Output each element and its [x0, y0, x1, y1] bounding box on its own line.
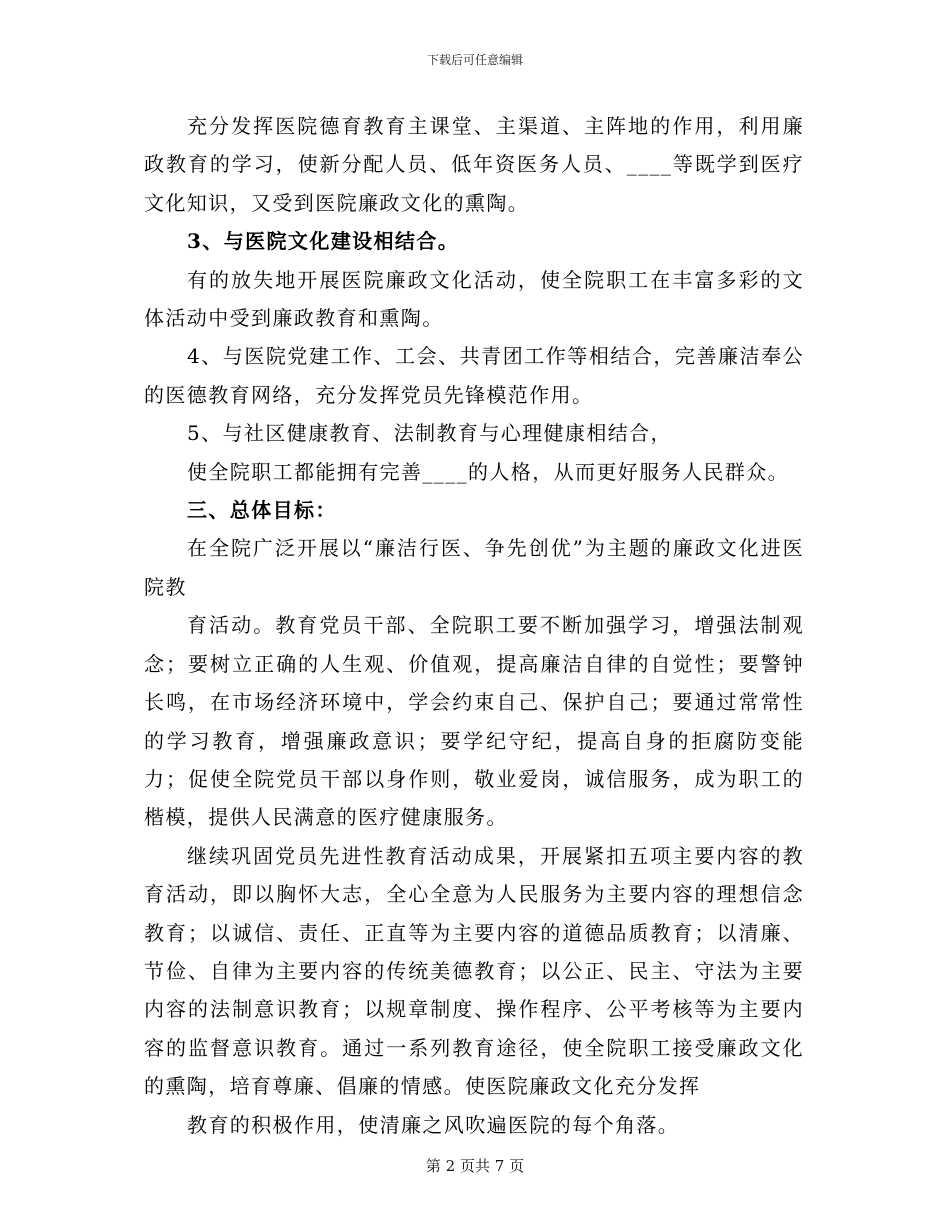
paragraph: 有的放失地开展医院廉政文化活动，使全院职工在丰富多彩的文体活动中受到廉政教育和熏陶。	[144, 267, 804, 331]
list-item-4: 4、与医院党建工作、工会、共青团工作等相结合，完善廉洁奉公的医德教育网络，充分发挥党员先锋模范作用。	[144, 344, 804, 407]
page-footer: 第 2 页共 7 页	[425, 1157, 525, 1175]
paragraph: 在全院广泛开展以“廉洁行医、争先创优”为主题的廉政文化进医院教	[144, 536, 804, 599]
section-heading: 三、总体目标：	[187, 498, 337, 523]
document-body	[144, 107, 804, 1144]
list-item-3: 3、与医院文化建设相结合。	[187, 229, 460, 254]
paragraph: 继续巩固党员先进性教育活动成果，开展紧扣五项主要内容的教育活动，即以胸怀大志，全心全意为人民服务为主要内容的理想信念教育；以诚信、责任、正直等为主要内容的道德品质教育；以清廉、节俭、自律为主要内容的传统美德教育；以公正、民主、守法为主要内容的法制意识教育；以规章制度、操作程序、公平考核等为主要内容的监督意识教育。通过一系列教育途径，使全院职工接受廉政文化的熏陶，培育尊廉、倡廉的情感。使医院廉政文化充分发挥	[144, 843, 804, 1099]
paragraph: 教育的积极作用，使清廉之风吹遍医院的每个角落。	[187, 1112, 680, 1137]
list-item-5: 5、与社区健康教育、法制教育与心理健康相结合，	[187, 421, 672, 446]
page-header: 下载后可任意编辑	[426, 53, 523, 67]
paragraph: 使全院职工都能拥有完善____的人格，从而更好服务人民群众。	[187, 459, 789, 484]
paragraph: 充分发挥医院德育教育主课堂、主渠道、主阵地的作用，利用廉政教育的学习，使新分配人员、低年资医务人员、____等既学到医疗文化知识，又受到医院廉政文化的熏陶。	[144, 114, 804, 215]
paragraph: 育活动。教育党员干部、全院职工要不断加强学习，增强法制观念；要树立正确的人生观、价值观，提高廉洁自律的自觉性；要警钟长鸣，在市场经济环境中，学会约束自己、保护自己；要通过常常性的学习教育，增强廉政意识；要学纪守纪，提高自身的拒腐防变能力；促使全院党员干部以身作则，敬业爱岗，诚信服务，成为职工的楷模，提供人民满意的医疗健康服务。	[144, 613, 804, 830]
